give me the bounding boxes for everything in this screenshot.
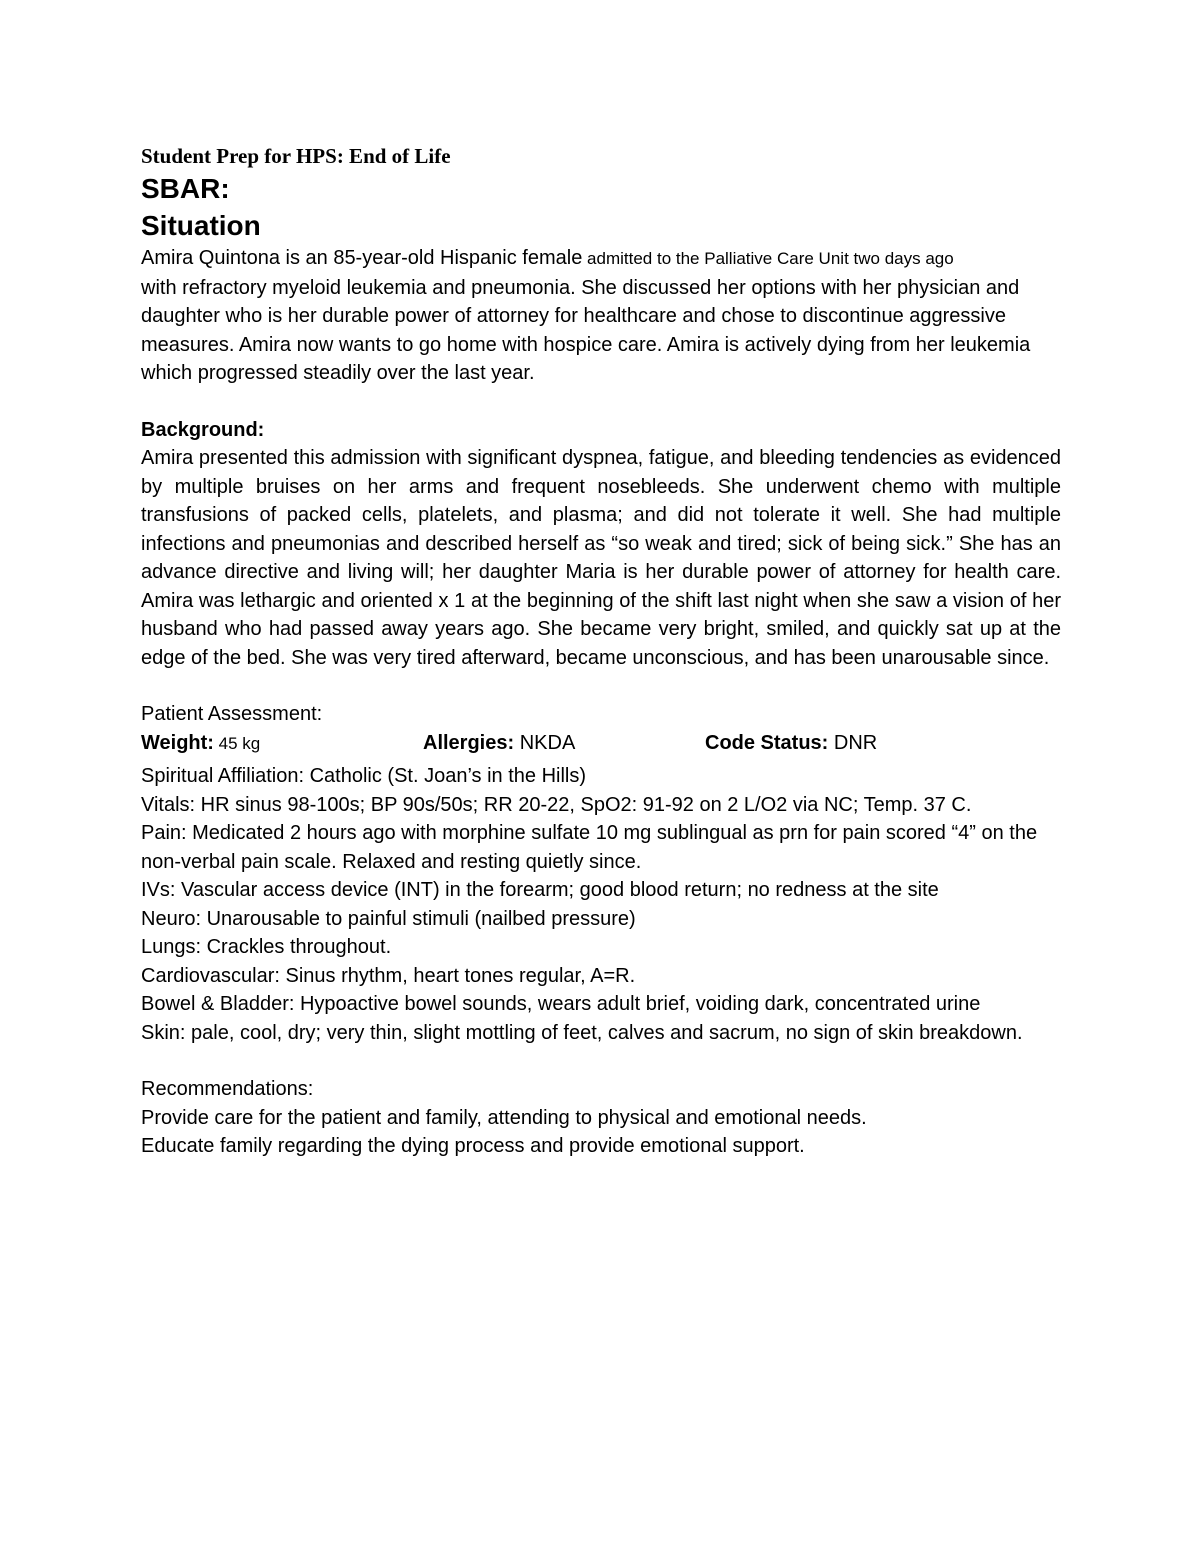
allergies-value: NKDA xyxy=(514,731,576,754)
assessment-heading: Patient Assessment: xyxy=(141,703,323,725)
spacer xyxy=(141,1047,1061,1075)
code-status-label: Code Status: xyxy=(705,731,829,754)
allergies-label: Allergies: xyxy=(423,731,515,754)
weight-value: 45 kg xyxy=(213,733,261,753)
situation-text xyxy=(141,244,1061,388)
recommendation-item: Provide care for the patient and family, attending to physical and emotional needs. xyxy=(141,1106,867,1129)
sbar-heading: SBAR: xyxy=(141,173,230,204)
weight-cell xyxy=(141,729,423,759)
recommendations-heading: Recommendations: xyxy=(141,1078,314,1100)
situation-lead: Amira Quintona is an 85-year-old Hispanic female xyxy=(141,247,583,269)
code-status-value: DNR xyxy=(828,731,878,754)
situation-section xyxy=(141,208,1061,388)
assessment-neuro: Neuro: Unarousable to painful stimuli (nailbed pressure) xyxy=(141,907,636,930)
situation-body: with refractory myeloid leukemia and pneumonia. She discussed her options with her physician and daughter who is her durable power of attorney for healthcare and chose to discontinue aggressive measures. Amira now wants to go home with hospice care. Amira is actively dying from her leukemia which progressed steadily over the last year. xyxy=(141,276,1031,384)
assessment-bowel-bladder: Bowel & Bladder: Hypoactive bowel sounds, wears adult brief, voiding dark, concentrated urine xyxy=(141,993,981,1015)
code-status-cell xyxy=(705,729,1005,759)
assessment-section xyxy=(141,700,1061,1047)
assessment-vitals: Vitals: HR sinus 98-100s; BP 90s/50s; RR 20-22, SpO2: 91-92 on 2 L/O2 via NC; Temp. 37 C. xyxy=(141,793,972,816)
recommendations-section xyxy=(141,1075,1061,1161)
background-section xyxy=(141,416,1061,673)
weight-label: Weight: xyxy=(141,731,214,754)
assessment-skin: Skin: pale, cool, dry; very thin, slight mottling of feet, calves and sacrum, no sign of skin breakdown. xyxy=(141,1021,1023,1044)
background-text: Amira presented this admission with significant dyspnea, fatigue, and bleeding tendencies as evidenced by multiple bruises on her arms and frequent nosebleeds. She underwent chemo with multiple transfusions of packed cells, platelets, and plasma; and did not tolerate it well. She had multiple infections and pneumonias and described herself as “so weak and tired; sick of being sick.” She has an advance directive and living will; her daughter Maria is her durable power of attorney for health care. Amira was lethargic and oriented x 1 at the beginning of the shift last night when she saw a vision of her husband who had passed away years ago. She became very bright, smiled, and quickly sat up at the edge of the bed. She was very tired afterward, became unconscious, and has been unarousable since. xyxy=(141,447,1061,669)
vitals-summary-row xyxy=(141,729,1061,759)
spacer xyxy=(141,672,1061,700)
document-page xyxy=(141,142,1061,1161)
assessment-cardiovascular: Cardiovascular: Sinus rhythm, heart tones regular, A=R. xyxy=(141,964,636,987)
assessment-pain: Pain: Medicated 2 hours ago with morphine sulfate 10 mg sublingual as prn for pain scored “4” on the non-verbal pain scale. Relaxed and resting quietly since. xyxy=(141,822,1038,873)
recommendation-item: Educate family regarding the dying process and provide emotional support. xyxy=(141,1135,805,1157)
spacer xyxy=(141,388,1061,416)
assessment-lungs: Lungs: Crackles throughout. xyxy=(141,936,392,958)
assessment-ivs: IVs: Vascular access device (INT) in the forearm; good blood return; no redness at the site xyxy=(141,879,939,901)
allergies-cell xyxy=(423,729,705,759)
situation-lead-small: admitted to the Palliative Care Unit two days ago xyxy=(582,249,954,268)
assessment-spiritual: Spiritual Affiliation: Catholic (St. Joan’s in the Hills) xyxy=(141,765,587,787)
situation-heading: Situation xyxy=(141,210,261,241)
background-heading: Background: xyxy=(141,418,265,441)
document-title: Student Prep for HPS: End of Life xyxy=(141,144,451,168)
